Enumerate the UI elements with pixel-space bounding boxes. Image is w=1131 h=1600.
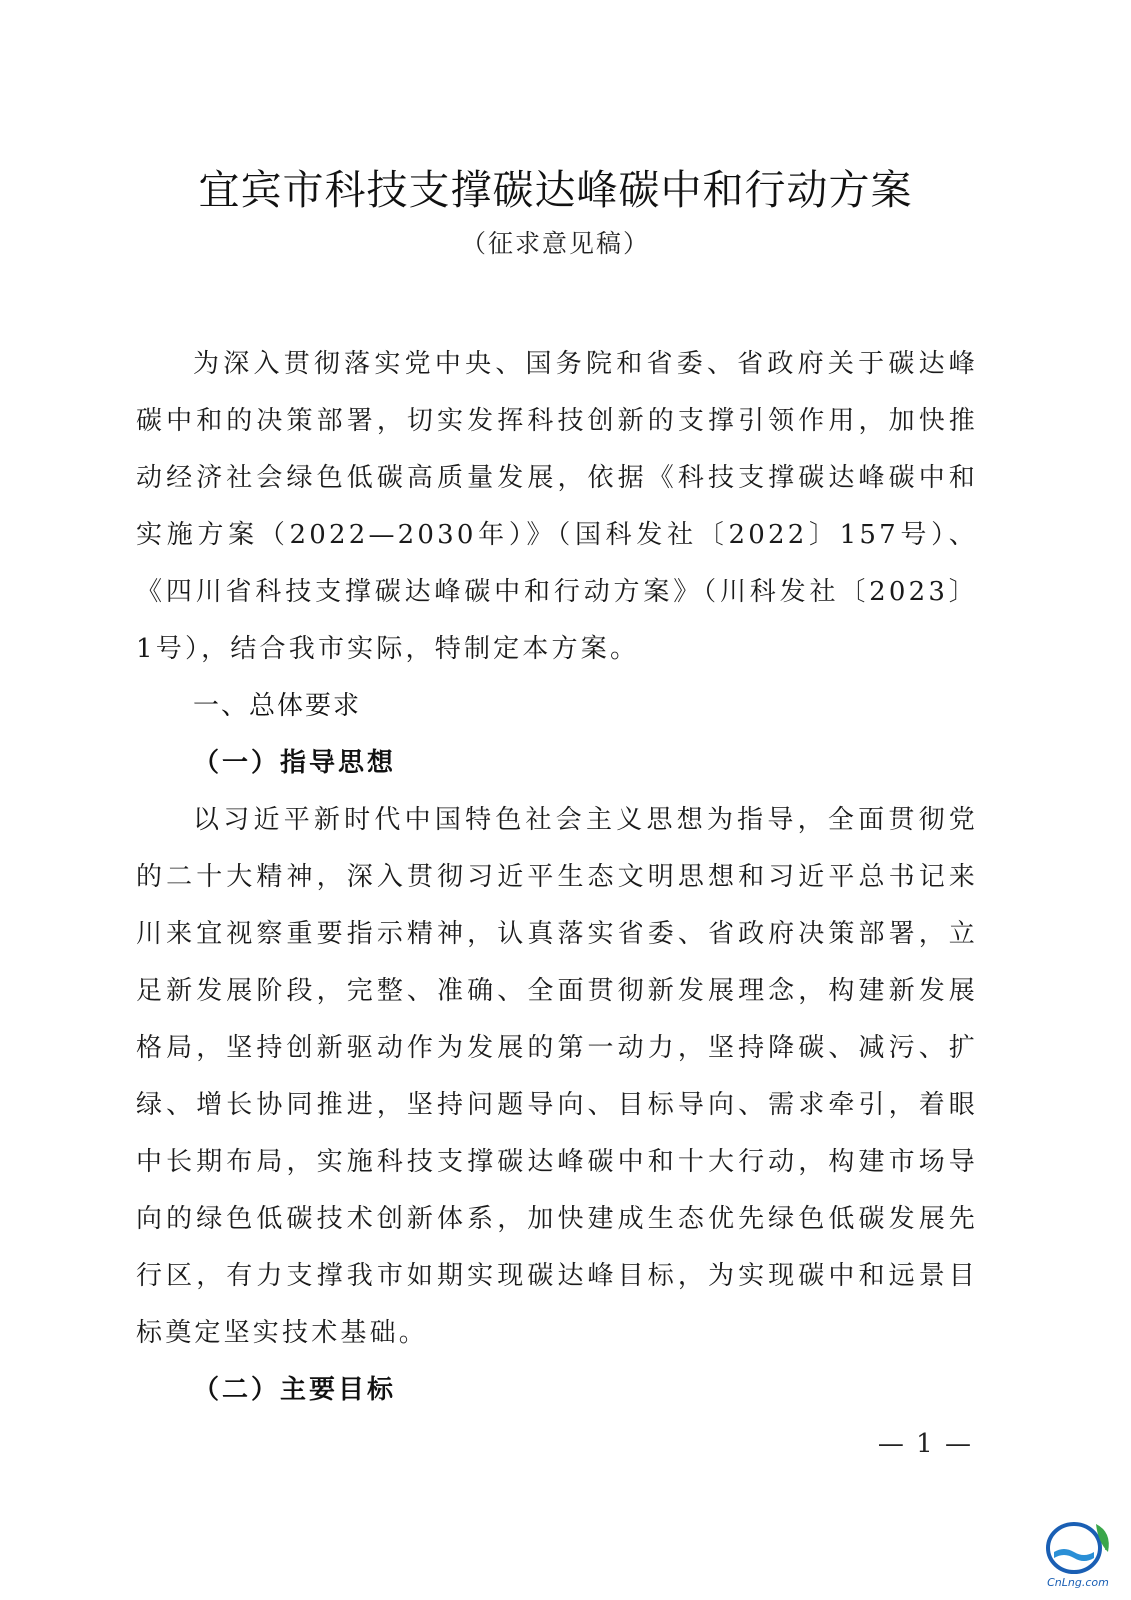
guiding-ideology-paragraph: 以习近平新时代中国特色社会主义思想为指导，全面贯彻党的二十大精神，深入贯彻习近平生态文明思想和习近平总书记来川来宜视察重要指示精神，认真落实省委、省政府决策部署，立足新发展阶段，完整、准确、全面贯彻新发展理念，构建新发展格局，坚持创新驱动作为发展的第一动力，坚持降碳、减污、扩绿、增长协同推进，坚持问题导向、目标导向、需求牵引，着眼中长期布局，实施科技支撑碳达峰碳中和十大行动，构建市场导向的绿色低碳技术创新体系，加快建成生态优先绿色低碳发展先行区，有力支撑我市如期实现碳达峰目标，为实现碳中和远景目标奠定坚实技术基础。 [136, 805, 978, 1348]
cnlng-logo-icon [1038, 1518, 1118, 1578]
subsection-heading-main-goals: （二）主要目标 [193, 1375, 397, 1405]
watermark-text: CnLng.com [1047, 1576, 1109, 1589]
document-title: 宜宾市科技支撑碳达峰碳中和行动方案 [198, 166, 913, 214]
intro-paragraph: 为深入贯彻落实党中央、国务院和省委、省政府关于碳达峰碳中和的决策部署，切实发挥科技创新的支撑引领作用，加快推动经济社会绿色低碳高质量发展，依据《科技支撑碳达峰碳中和实施方案（2022—2030年）》（国科发社〔2022〕157号）、《四川省科技支撑碳达峰碳中和行动方案》（川科发社〔2023〕1号），结合我市实际，特制定本方案。 [136, 349, 978, 664]
document-body [136, 336, 978, 1419]
watermark-logo [1038, 1518, 1118, 1594]
document-subtitle: （征求意见稿） [460, 229, 650, 258]
section-heading-general-requirements: 一、总体要求 [193, 691, 362, 721]
page-number: — 1 — [877, 1429, 973, 1459]
subsection-heading-guiding-ideology: （一）指导思想 [193, 748, 397, 778]
